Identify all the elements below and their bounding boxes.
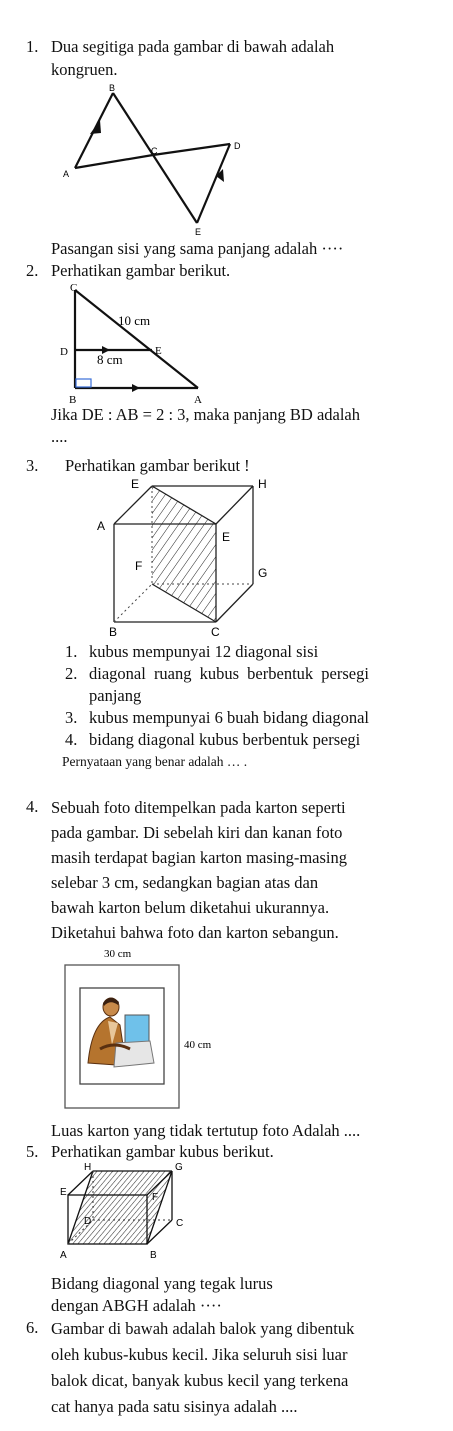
- q3-label-h: H: [258, 477, 267, 491]
- q2-text-line-1: Perhatikan gambar berikut.: [51, 261, 231, 280]
- q6-text-line-1: Gambar di bawah adalah balok yang dibentuk: [51, 1319, 355, 1338]
- q1-edge-cd: [153, 144, 230, 155]
- q3-text-line-1: Perhatikan gambar berikut !: [65, 456, 250, 475]
- q1-label-a: A: [63, 169, 70, 179]
- q3-label-e-front: E: [222, 530, 231, 544]
- q1-edge-ac: [75, 155, 153, 168]
- q3-label-e-top: E: [131, 477, 140, 491]
- q1-label-e: E: [195, 227, 202, 237]
- q3-item-4-number: 4.: [65, 730, 78, 749]
- q5-plane-abgh: [68, 1171, 172, 1244]
- q3-item-3-text: kubus mempunyai 6 buah bidang diagonal: [89, 708, 369, 727]
- q2-label-a: A: [194, 394, 202, 406]
- q3-item-2-text-cont: panjang: [89, 686, 142, 705]
- q2-label-c: C: [70, 282, 78, 294]
- q3-footer: Pernyataan yang benar adalah … .: [62, 754, 248, 769]
- q1-label-b: B: [109, 83, 116, 93]
- q3-label-f: F: [135, 559, 143, 573]
- q3-label-a: A: [97, 519, 106, 533]
- q5-label-c: C: [176, 1218, 184, 1229]
- q6-number: 6.: [26, 1318, 39, 1337]
- q3-number: 3.: [26, 456, 39, 475]
- q2-label-8cm: 8 cm: [97, 352, 123, 367]
- q3-diagonal-plane: [152, 486, 216, 622]
- q5-cube-figure: [0, 1162, 453, 1272]
- q1-edge-de: [197, 144, 230, 223]
- q2-footer-line-2: ....: [51, 427, 68, 446]
- q4-text-line-3: masih terdapat bagian karton masing-masing: [51, 848, 348, 867]
- q5-label-f: F: [152, 1192, 159, 1203]
- q2-right-angle-marker: [76, 379, 91, 387]
- q1-footer: Pasangan sisi yang sama panjang adalah ····: [51, 239, 344, 258]
- q1-edge-be: [113, 93, 197, 223]
- q3-cube-figure: [0, 474, 453, 639]
- q5-label-a: A: [60, 1250, 67, 1261]
- q1-text-line-2: kongruen.: [51, 60, 118, 79]
- q4-number: 4.: [26, 797, 39, 816]
- q2-label-10cm: 10 cm: [118, 313, 151, 328]
- q1-arrow-ab-icon: [90, 120, 101, 134]
- q4-text-line-4: selebar 3 cm, sedangkan bagian atas dan: [51, 873, 319, 892]
- q4-text-line-5: bawah karton belum diketahui ukurannya.: [51, 898, 330, 917]
- q1-number: 1.: [26, 37, 39, 56]
- q3-label-c: C: [211, 625, 220, 639]
- q4-text-line-6: Diketahui bahwa foto dan karton sebangun.: [51, 923, 339, 942]
- q1-label-d: D: [234, 141, 241, 151]
- q5-label-b: B: [150, 1250, 157, 1261]
- q2-label-e: E: [155, 345, 162, 357]
- q1-text-line-1: Dua segitiga pada gambar di bawah adalah: [51, 37, 335, 56]
- q1-label-c: C: [151, 146, 158, 156]
- q5-footer-line-1: Bidang diagonal yang tegak lurus: [51, 1274, 273, 1293]
- q4-text-line-2: pada gambar. Di sebelah kiri dan kanan foto: [51, 823, 343, 842]
- q5-label-d: D: [84, 1216, 92, 1227]
- q1-arrow-de-icon: [216, 169, 224, 182]
- q5-number: 5.: [26, 1142, 39, 1161]
- q2-footer-line-1: Jika DE : AB = 2 : 3, maka panjang BD adalah: [51, 405, 360, 424]
- q2-number: 2.: [26, 261, 39, 280]
- q6-text-line-3: balok dicat, banyak kubus kecil yang terkena: [51, 1371, 349, 1390]
- q4-label-width: 30 cm: [104, 948, 132, 960]
- q5-label-h: H: [84, 1162, 92, 1173]
- q3-item-2-number: 2.: [65, 664, 78, 683]
- q3-label-b: B: [109, 625, 118, 639]
- q2-label-d: D: [60, 346, 68, 358]
- q4-footer: Luas karton yang tidak tertutup foto Adalah ....: [51, 1121, 361, 1140]
- q4-text-line-1: Sebuah foto ditempelkan pada karton seperti: [51, 798, 346, 817]
- q5-text-line-1: Perhatikan gambar kubus berikut.: [51, 1142, 274, 1161]
- q4-label-height: 40 cm: [184, 1039, 212, 1051]
- q6-text-line-2: oleh kubus-kubus kecil. Jika seluruh sisi luar: [51, 1345, 348, 1364]
- q5-footer-line-2: dengan ABGH adalah ····: [51, 1296, 222, 1315]
- q5-label-g: G: [175, 1162, 183, 1173]
- q3-label-g: G: [258, 566, 268, 580]
- q5-label-e: E: [60, 1187, 67, 1198]
- q1-triangles-figure: [0, 80, 453, 240]
- q2-arrow-ba-icon: [132, 384, 140, 392]
- q2-edge-ca: [75, 290, 198, 388]
- q3-item-3-number: 3.: [65, 708, 78, 727]
- q3-item-1-number: 1.: [65, 642, 78, 661]
- q2-triangle-figure: [0, 280, 453, 406]
- q4-photo-figure: [0, 945, 453, 1120]
- q3-item-1-text: kubus mempunyai 12 diagonal sisi: [89, 642, 319, 661]
- q3-item-2-text: diagonal ruang kubus berbentuk persegi: [89, 664, 369, 683]
- q3-item-4-text: bidang diagonal kubus berbentuk persegi: [89, 730, 361, 749]
- q2-label-b: B: [69, 394, 77, 406]
- q6-text-line-4: cat hanya pada satu sisinya adalah ....: [51, 1397, 298, 1416]
